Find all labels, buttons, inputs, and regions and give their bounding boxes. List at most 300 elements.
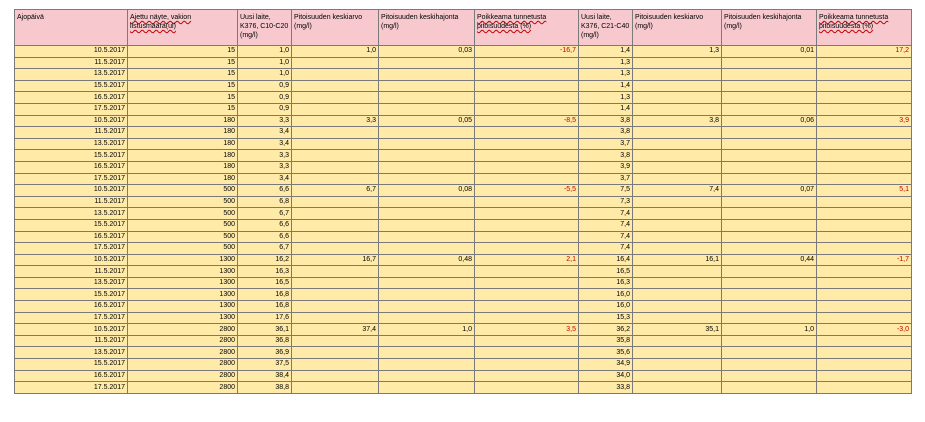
cell-deviation-c21-c40: -3,0 bbox=[817, 324, 912, 336]
cell-mean-c10-c20 bbox=[292, 277, 379, 289]
table-row bbox=[15, 208, 912, 220]
cell-device-c10-c20: 1,0 bbox=[238, 46, 292, 58]
cell-device-c21-c40: 3,8 bbox=[579, 127, 633, 139]
cell-device-c10-c20: 3,4 bbox=[238, 173, 292, 185]
cell-deviation-c21-c40 bbox=[817, 57, 912, 69]
cell-device-c10-c20: 36,1 bbox=[238, 324, 292, 336]
cell-mean-c21-c40 bbox=[633, 277, 722, 289]
cell-stdev-c10-c20 bbox=[379, 173, 475, 185]
cell-mean-c21-c40: 7,4 bbox=[633, 185, 722, 197]
cell-stdev-c10-c20 bbox=[379, 57, 475, 69]
cell-stdev-c21-c40 bbox=[722, 301, 817, 313]
cell-stdev-c21-c40 bbox=[722, 208, 817, 220]
cell-mean-c21-c40 bbox=[633, 359, 722, 371]
header-stdev-c10-c20: Pitoisuuden keskihajonta (mg/l) bbox=[379, 10, 475, 46]
cell-deviation-c10-c20 bbox=[475, 80, 579, 92]
cell-deviation-c21-c40 bbox=[817, 196, 912, 208]
cell-stdev-c10-c20 bbox=[379, 208, 475, 220]
cell-run-date: 10.5.2017 bbox=[15, 46, 128, 58]
cell-device-c21-c40: 35,8 bbox=[579, 335, 633, 347]
cell-stdev-c21-c40 bbox=[722, 196, 817, 208]
table-row bbox=[15, 301, 912, 313]
table-row bbox=[15, 115, 912, 127]
cell-deviation-c21-c40 bbox=[817, 80, 912, 92]
cell-mean-c10-c20 bbox=[292, 92, 379, 104]
cell-device-c21-c40: 16,4 bbox=[579, 254, 633, 266]
cell-sample-volume: 180 bbox=[128, 127, 238, 139]
cell-device-c10-c20: 0,9 bbox=[238, 92, 292, 104]
cell-mean-c21-c40 bbox=[633, 243, 722, 255]
cell-sample-volume: 2800 bbox=[128, 359, 238, 371]
cell-deviation-c21-c40 bbox=[817, 370, 912, 382]
cell-device-c10-c20: 16,5 bbox=[238, 277, 292, 289]
cell-deviation-c21-c40 bbox=[817, 277, 912, 289]
cell-deviation-c21-c40 bbox=[817, 161, 912, 173]
cell-device-c21-c40: 3,7 bbox=[579, 138, 633, 150]
cell-mean-c10-c20 bbox=[292, 103, 379, 115]
table-row bbox=[15, 173, 912, 185]
cell-stdev-c10-c20 bbox=[379, 382, 475, 394]
cell-stdev-c10-c20 bbox=[379, 359, 475, 371]
table-row bbox=[15, 150, 912, 162]
cell-mean-c21-c40 bbox=[633, 219, 722, 231]
cell-device-c10-c20: 36,9 bbox=[238, 347, 292, 359]
cell-stdev-c21-c40 bbox=[722, 80, 817, 92]
table-row bbox=[15, 69, 912, 81]
cell-stdev-c21-c40 bbox=[722, 219, 817, 231]
cell-device-c10-c20: 6,8 bbox=[238, 196, 292, 208]
cell-deviation-c21-c40 bbox=[817, 347, 912, 359]
cell-device-c10-c20: 6,6 bbox=[238, 185, 292, 197]
cell-run-date: 11.5.2017 bbox=[15, 196, 128, 208]
cell-mean-c10-c20 bbox=[292, 370, 379, 382]
cell-device-c10-c20: 3,3 bbox=[238, 161, 292, 173]
table-row bbox=[15, 138, 912, 150]
cell-device-c21-c40: 35,6 bbox=[579, 347, 633, 359]
table-row bbox=[15, 46, 912, 58]
cell-mean-c10-c20 bbox=[292, 312, 379, 324]
cell-mean-c10-c20 bbox=[292, 301, 379, 313]
cell-mean-c10-c20: 16,7 bbox=[292, 254, 379, 266]
cell-mean-c10-c20: 6,7 bbox=[292, 185, 379, 197]
cell-deviation-c21-c40: -1,7 bbox=[817, 254, 912, 266]
cell-run-date: 17.5.2017 bbox=[15, 312, 128, 324]
cell-mean-c10-c20 bbox=[292, 208, 379, 220]
cell-run-date: 10.5.2017 bbox=[15, 115, 128, 127]
cell-deviation-c21-c40 bbox=[817, 138, 912, 150]
cell-stdev-c10-c20 bbox=[379, 335, 475, 347]
cell-stdev-c21-c40 bbox=[722, 127, 817, 139]
cell-device-c21-c40: 1,4 bbox=[579, 80, 633, 92]
cell-device-c21-c40: 33,8 bbox=[579, 382, 633, 394]
cell-device-c10-c20: 0,9 bbox=[238, 80, 292, 92]
cell-stdev-c10-c20: 1,0 bbox=[379, 324, 475, 336]
cell-device-c10-c20: 38,8 bbox=[238, 382, 292, 394]
cell-sample-volume: 15 bbox=[128, 69, 238, 81]
cell-deviation-c21-c40 bbox=[817, 92, 912, 104]
cell-mean-c21-c40 bbox=[633, 370, 722, 382]
cell-mean-c21-c40 bbox=[633, 92, 722, 104]
cell-sample-volume: 500 bbox=[128, 219, 238, 231]
cell-stdev-c10-c20 bbox=[379, 266, 475, 278]
cell-device-c21-c40: 3,8 bbox=[579, 150, 633, 162]
cell-stdev-c10-c20 bbox=[379, 103, 475, 115]
cell-sample-volume: 15 bbox=[128, 57, 238, 69]
cell-deviation-c21-c40 bbox=[817, 359, 912, 371]
header-mean-c21-c40: Pitoisuuden keskiarvo (mg/l) bbox=[633, 10, 722, 46]
cell-mean-c21-c40: 35,1 bbox=[633, 324, 722, 336]
cell-device-c21-c40: 7,4 bbox=[579, 231, 633, 243]
cell-device-c21-c40: 15,3 bbox=[579, 312, 633, 324]
cell-stdev-c21-c40 bbox=[722, 370, 817, 382]
cell-deviation-c10-c20 bbox=[475, 277, 579, 289]
table-row bbox=[15, 324, 912, 336]
cell-mean-c21-c40: 1,3 bbox=[633, 46, 722, 58]
header-deviation-c10-c20: Poikkeama tunnetusta pitoisuudesta (%) bbox=[475, 10, 579, 46]
cell-mean-c21-c40 bbox=[633, 231, 722, 243]
cell-device-c10-c20: 6,6 bbox=[238, 219, 292, 231]
cell-deviation-c10-c20 bbox=[475, 243, 579, 255]
cell-deviation-c10-c20 bbox=[475, 173, 579, 185]
cell-device-c21-c40: 3,7 bbox=[579, 173, 633, 185]
cell-device-c10-c20: 3,3 bbox=[238, 115, 292, 127]
cell-stdev-c21-c40: 0,01 bbox=[722, 46, 817, 58]
cell-deviation-c21-c40 bbox=[817, 382, 912, 394]
cell-run-date: 15.5.2017 bbox=[15, 80, 128, 92]
cell-deviation-c21-c40 bbox=[817, 103, 912, 115]
cell-mean-c10-c20 bbox=[292, 150, 379, 162]
cell-stdev-c21-c40 bbox=[722, 150, 817, 162]
cell-deviation-c21-c40 bbox=[817, 69, 912, 81]
cell-stdev-c21-c40 bbox=[722, 266, 817, 278]
table-row bbox=[15, 335, 912, 347]
cell-deviation-c10-c20: 2,1 bbox=[475, 254, 579, 266]
cell-device-c21-c40: 34,9 bbox=[579, 359, 633, 371]
cell-deviation-c10-c20: -16,7 bbox=[475, 46, 579, 58]
cell-run-date: 16.5.2017 bbox=[15, 92, 128, 104]
cell-deviation-c21-c40 bbox=[817, 219, 912, 231]
cell-sample-volume: 1300 bbox=[128, 266, 238, 278]
cell-sample-volume: 500 bbox=[128, 208, 238, 220]
cell-deviation-c21-c40: 3,9 bbox=[817, 115, 912, 127]
cell-stdev-c21-c40 bbox=[722, 347, 817, 359]
cell-device-c10-c20: 3,4 bbox=[238, 127, 292, 139]
cell-stdev-c10-c20: 0,05 bbox=[379, 115, 475, 127]
cell-stdev-c10-c20 bbox=[379, 301, 475, 313]
cell-stdev-c21-c40 bbox=[722, 138, 817, 150]
cell-deviation-c21-c40 bbox=[817, 208, 912, 220]
cell-device-c21-c40: 1,3 bbox=[579, 57, 633, 69]
cell-stdev-c21-c40 bbox=[722, 359, 817, 371]
cell-deviation-c10-c20 bbox=[475, 161, 579, 173]
cell-mean-c21-c40 bbox=[633, 312, 722, 324]
cell-deviation-c21-c40 bbox=[817, 312, 912, 324]
cell-deviation-c21-c40 bbox=[817, 266, 912, 278]
cell-stdev-c21-c40 bbox=[722, 335, 817, 347]
cell-mean-c21-c40 bbox=[633, 127, 722, 139]
cell-device-c21-c40: 34,0 bbox=[579, 370, 633, 382]
table-header bbox=[15, 10, 912, 46]
cell-mean-c21-c40 bbox=[633, 80, 722, 92]
cell-stdev-c21-c40 bbox=[722, 57, 817, 69]
cell-stdev-c21-c40 bbox=[722, 103, 817, 115]
cell-stdev-c21-c40 bbox=[722, 243, 817, 255]
cell-run-date: 10.5.2017 bbox=[15, 254, 128, 266]
cell-device-c21-c40: 7,5 bbox=[579, 185, 633, 197]
cell-device-c10-c20: 6,7 bbox=[238, 208, 292, 220]
cell-mean-c21-c40 bbox=[633, 289, 722, 301]
table-row bbox=[15, 289, 912, 301]
cell-device-c21-c40: 7,4 bbox=[579, 208, 633, 220]
cell-stdev-c10-c20: 0,48 bbox=[379, 254, 475, 266]
cell-deviation-c10-c20 bbox=[475, 196, 579, 208]
cell-sample-volume: 180 bbox=[128, 150, 238, 162]
table-row bbox=[15, 196, 912, 208]
cell-mean-c10-c20 bbox=[292, 69, 379, 81]
cell-deviation-c10-c20 bbox=[475, 103, 579, 115]
cell-stdev-c21-c40 bbox=[722, 69, 817, 81]
cell-deviation-c21-c40 bbox=[817, 127, 912, 139]
cell-mean-c10-c20 bbox=[292, 382, 379, 394]
cell-sample-volume: 500 bbox=[128, 196, 238, 208]
cell-deviation-c10-c20 bbox=[475, 138, 579, 150]
cell-deviation-c10-c20 bbox=[475, 69, 579, 81]
cell-mean-c10-c20: 3,3 bbox=[292, 115, 379, 127]
cell-deviation-c10-c20 bbox=[475, 266, 579, 278]
cell-sample-volume: 1300 bbox=[128, 312, 238, 324]
cell-sample-volume: 2800 bbox=[128, 382, 238, 394]
cell-sample-volume: 15 bbox=[128, 80, 238, 92]
cell-device-c21-c40: 7,4 bbox=[579, 219, 633, 231]
cell-run-date: 16.5.2017 bbox=[15, 370, 128, 382]
cell-stdev-c10-c20 bbox=[379, 277, 475, 289]
cell-stdev-c10-c20 bbox=[379, 150, 475, 162]
cell-mean-c21-c40 bbox=[633, 69, 722, 81]
cell-stdev-c10-c20: 0,08 bbox=[379, 185, 475, 197]
cell-stdev-c10-c20 bbox=[379, 347, 475, 359]
header-stdev-c21-c40: Pitoisuuden keskihajonta (mg/l) bbox=[722, 10, 817, 46]
cell-deviation-c10-c20 bbox=[475, 312, 579, 324]
cell-deviation-c10-c20: -5,5 bbox=[475, 185, 579, 197]
cell-deviation-c21-c40 bbox=[817, 150, 912, 162]
cell-device-c10-c20: 1,0 bbox=[238, 57, 292, 69]
cell-mean-c10-c20 bbox=[292, 359, 379, 371]
cell-stdev-c21-c40: 0,06 bbox=[722, 115, 817, 127]
cell-device-c10-c20: 36,8 bbox=[238, 335, 292, 347]
cell-run-date: 11.5.2017 bbox=[15, 335, 128, 347]
cell-run-date: 13.5.2017 bbox=[15, 277, 128, 289]
cell-mean-c21-c40 bbox=[633, 150, 722, 162]
cell-deviation-c10-c20: 3,5 bbox=[475, 324, 579, 336]
cell-mean-c21-c40 bbox=[633, 335, 722, 347]
header-deviation-c21-c40: Poikkeama tunnetusta pitoisuudesta (%) bbox=[817, 10, 912, 46]
cell-run-date: 11.5.2017 bbox=[15, 57, 128, 69]
cell-deviation-c10-c20 bbox=[475, 335, 579, 347]
cell-run-date: 16.5.2017 bbox=[15, 161, 128, 173]
cell-mean-c21-c40 bbox=[633, 208, 722, 220]
cell-deviation-c10-c20 bbox=[475, 231, 579, 243]
cell-mean-c21-c40 bbox=[633, 161, 722, 173]
table-row bbox=[15, 231, 912, 243]
cell-run-date: 15.5.2017 bbox=[15, 359, 128, 371]
table-row bbox=[15, 382, 912, 394]
cell-device-c10-c20: 3,3 bbox=[238, 150, 292, 162]
cell-run-date: 13.5.2017 bbox=[15, 347, 128, 359]
cell-mean-c21-c40 bbox=[633, 57, 722, 69]
cell-run-date: 13.5.2017 bbox=[15, 138, 128, 150]
header-sample-volume: Ajettu näyte, vakion listusmäärä(ul) bbox=[128, 10, 238, 46]
cell-run-date: 13.5.2017 bbox=[15, 208, 128, 220]
cell-run-date: 17.5.2017 bbox=[15, 103, 128, 115]
cell-deviation-c10-c20 bbox=[475, 347, 579, 359]
cell-mean-c10-c20 bbox=[292, 161, 379, 173]
cell-stdev-c21-c40 bbox=[722, 173, 817, 185]
cell-sample-volume: 500 bbox=[128, 243, 238, 255]
cell-sample-volume: 15 bbox=[128, 92, 238, 104]
cell-deviation-c10-c20 bbox=[475, 150, 579, 162]
results-table bbox=[14, 9, 912, 394]
cell-run-date: 17.5.2017 bbox=[15, 173, 128, 185]
cell-mean-c21-c40 bbox=[633, 103, 722, 115]
cell-run-date: 16.5.2017 bbox=[15, 301, 128, 313]
cell-mean-c21-c40 bbox=[633, 173, 722, 185]
cell-run-date: 10.5.2017 bbox=[15, 185, 128, 197]
header-row bbox=[15, 10, 912, 46]
cell-sample-volume: 1300 bbox=[128, 301, 238, 313]
cell-device-c21-c40: 1,4 bbox=[579, 46, 633, 58]
cell-run-date: 10.5.2017 bbox=[15, 324, 128, 336]
table-row bbox=[15, 185, 912, 197]
cell-stdev-c10-c20 bbox=[379, 289, 475, 301]
cell-deviation-c10-c20 bbox=[475, 382, 579, 394]
cell-stdev-c21-c40 bbox=[722, 312, 817, 324]
cell-deviation-c21-c40: 5,1 bbox=[817, 185, 912, 197]
cell-sample-volume: 500 bbox=[128, 231, 238, 243]
table-row bbox=[15, 277, 912, 289]
cell-sample-volume: 2800 bbox=[128, 335, 238, 347]
cell-run-date: 15.5.2017 bbox=[15, 150, 128, 162]
cell-stdev-c10-c20: 0,03 bbox=[379, 46, 475, 58]
cell-mean-c10-c20 bbox=[292, 335, 379, 347]
cell-stdev-c21-c40 bbox=[722, 92, 817, 104]
cell-stdev-c21-c40 bbox=[722, 277, 817, 289]
cell-mean-c10-c20 bbox=[292, 347, 379, 359]
cell-sample-volume: 2800 bbox=[128, 347, 238, 359]
cell-device-c21-c40: 7,3 bbox=[579, 196, 633, 208]
cell-device-c10-c20: 16,3 bbox=[238, 266, 292, 278]
cell-run-date: 17.5.2017 bbox=[15, 382, 128, 394]
cell-sample-volume: 1300 bbox=[128, 277, 238, 289]
cell-device-c10-c20: 16,2 bbox=[238, 254, 292, 266]
cell-device-c10-c20: 17,6 bbox=[238, 312, 292, 324]
cell-deviation-c10-c20 bbox=[475, 359, 579, 371]
cell-device-c21-c40: 1,3 bbox=[579, 69, 633, 81]
cell-stdev-c10-c20 bbox=[379, 370, 475, 382]
cell-device-c21-c40: 1,4 bbox=[579, 103, 633, 115]
cell-mean-c10-c20 bbox=[292, 173, 379, 185]
cell-mean-c10-c20: 1,0 bbox=[292, 46, 379, 58]
cell-stdev-c21-c40: 0,44 bbox=[722, 254, 817, 266]
cell-mean-c10-c20: 37,4 bbox=[292, 324, 379, 336]
cell-mean-c21-c40 bbox=[633, 382, 722, 394]
cell-device-c21-c40: 7,4 bbox=[579, 243, 633, 255]
cell-run-date: 16.5.2017 bbox=[15, 231, 128, 243]
cell-stdev-c10-c20 bbox=[379, 69, 475, 81]
cell-deviation-c10-c20 bbox=[475, 301, 579, 313]
cell-mean-c21-c40 bbox=[633, 138, 722, 150]
cell-deviation-c21-c40 bbox=[817, 243, 912, 255]
cell-device-c21-c40: 16,5 bbox=[579, 266, 633, 278]
cell-sample-volume: 2800 bbox=[128, 324, 238, 336]
cell-sample-volume: 15 bbox=[128, 46, 238, 58]
cell-sample-volume: 180 bbox=[128, 115, 238, 127]
cell-stdev-c21-c40 bbox=[722, 231, 817, 243]
cell-sample-volume: 500 bbox=[128, 185, 238, 197]
table-row bbox=[15, 103, 912, 115]
header-device-c21-c40: Uusi laite, K376, C21-C40 (mg/l) bbox=[579, 10, 633, 46]
cell-deviation-c10-c20 bbox=[475, 57, 579, 69]
table-body bbox=[15, 46, 912, 394]
cell-stdev-c10-c20 bbox=[379, 80, 475, 92]
cell-deviation-c10-c20 bbox=[475, 208, 579, 220]
cell-device-c21-c40: 3,8 bbox=[579, 115, 633, 127]
cell-run-date: 13.5.2017 bbox=[15, 69, 128, 81]
cell-device-c10-c20: 1,0 bbox=[238, 69, 292, 81]
cell-sample-volume: 1300 bbox=[128, 254, 238, 266]
cell-stdev-c10-c20 bbox=[379, 161, 475, 173]
cell-stdev-c10-c20 bbox=[379, 138, 475, 150]
table-row bbox=[15, 266, 912, 278]
table-row bbox=[15, 359, 912, 371]
cell-deviation-c10-c20: -8,5 bbox=[475, 115, 579, 127]
cell-mean-c10-c20 bbox=[292, 231, 379, 243]
cell-run-date: 15.5.2017 bbox=[15, 219, 128, 231]
cell-deviation-c21-c40 bbox=[817, 301, 912, 313]
table-row bbox=[15, 254, 912, 266]
cell-sample-volume: 180 bbox=[128, 138, 238, 150]
table-row bbox=[15, 370, 912, 382]
cell-stdev-c21-c40: 1,0 bbox=[722, 324, 817, 336]
cell-device-c10-c20: 6,7 bbox=[238, 243, 292, 255]
cell-stdev-c21-c40 bbox=[722, 382, 817, 394]
cell-mean-c10-c20 bbox=[292, 57, 379, 69]
cell-sample-volume: 180 bbox=[128, 173, 238, 185]
cell-mean-c21-c40 bbox=[633, 347, 722, 359]
cell-mean-c21-c40 bbox=[633, 301, 722, 313]
cell-device-c10-c20: 16,8 bbox=[238, 301, 292, 313]
cell-stdev-c10-c20 bbox=[379, 196, 475, 208]
cell-mean-c10-c20 bbox=[292, 138, 379, 150]
table-row bbox=[15, 80, 912, 92]
cell-run-date: 17.5.2017 bbox=[15, 243, 128, 255]
table-row bbox=[15, 347, 912, 359]
cell-sample-volume: 1300 bbox=[128, 289, 238, 301]
cell-mean-c21-c40 bbox=[633, 196, 722, 208]
cell-mean-c10-c20 bbox=[292, 196, 379, 208]
table-row bbox=[15, 243, 912, 255]
cell-stdev-c10-c20 bbox=[379, 92, 475, 104]
cell-device-c10-c20: 16,8 bbox=[238, 289, 292, 301]
cell-deviation-c21-c40 bbox=[817, 231, 912, 243]
cell-sample-volume: 15 bbox=[128, 103, 238, 115]
cell-sample-volume: 2800 bbox=[128, 370, 238, 382]
cell-deviation-c10-c20 bbox=[475, 370, 579, 382]
cell-deviation-c21-c40 bbox=[817, 173, 912, 185]
table-row bbox=[15, 57, 912, 69]
cell-mean-c21-c40 bbox=[633, 266, 722, 278]
cell-device-c10-c20: 37,5 bbox=[238, 359, 292, 371]
cell-deviation-c10-c20 bbox=[475, 92, 579, 104]
